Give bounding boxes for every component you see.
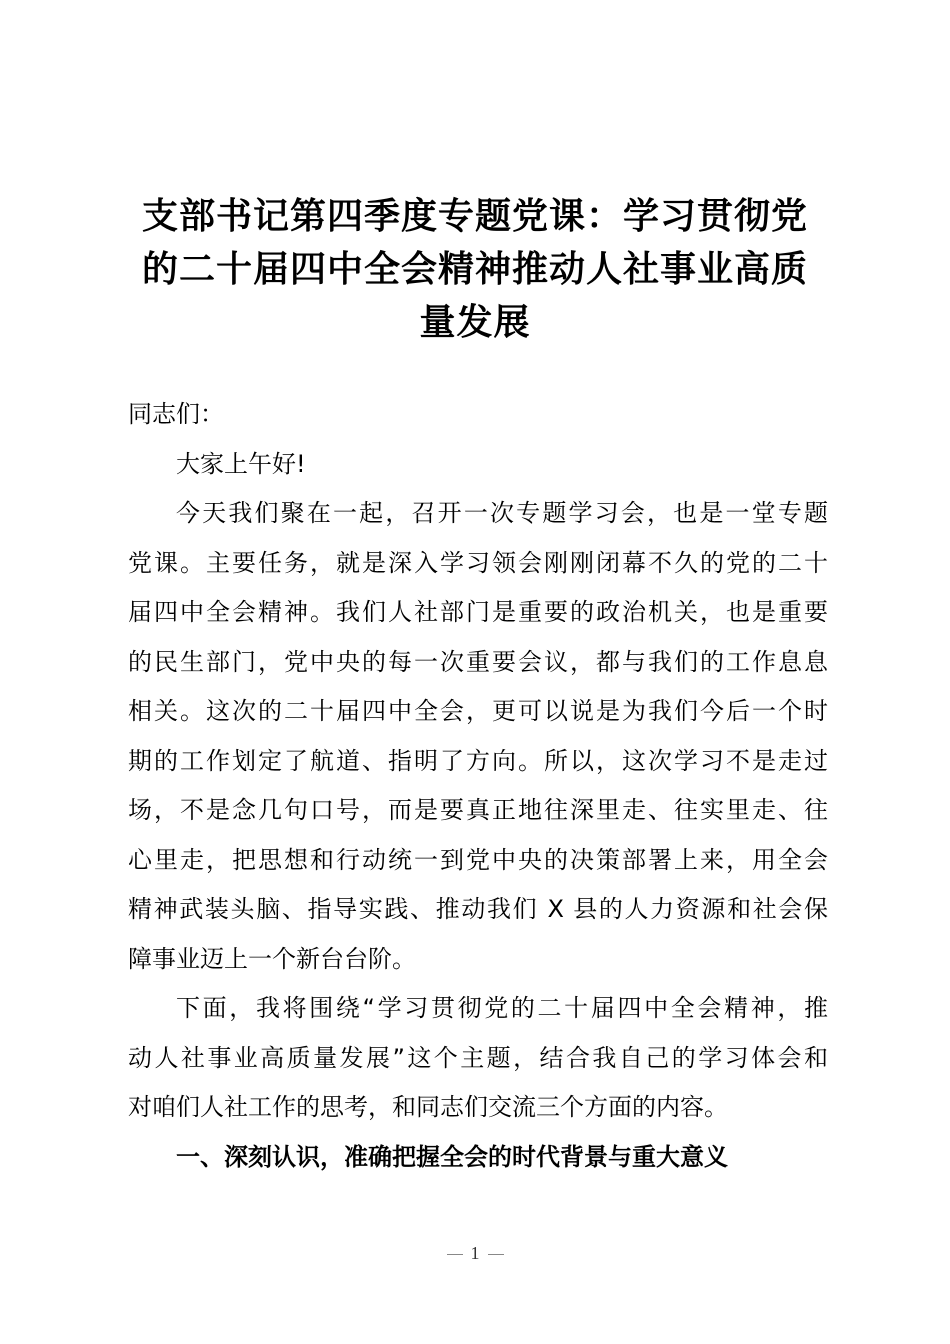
paragraph-line: 场，不是念几句口号，而是要真正地往深里走、往实里走、往: [128, 796, 828, 824]
greeting: 大家上午好!: [176, 449, 306, 478]
title-line: 量发展: [419, 302, 531, 343]
paragraph-line: 今天我们聚在一起，召开一次专题学习会，也是一堂专题: [176, 499, 828, 527]
page-footer: [0, 1243, 950, 1264]
paragraph-line: 期的工作划定了航道、指明了方向。所以，这次学习不是走过: [128, 746, 828, 775]
paragraph-line: 相关。这次的二十届四中全会，更可以说是为我们今后一个时: [128, 697, 828, 725]
paragraph-line: 届四中全会精神。我们人社部门是重要的政治机关，也是重要: [128, 598, 828, 626]
paragraph-line: 心里走，把思想和行动统一到党中央的决策部署上来，用全会: [128, 845, 828, 874]
document-title: [120, 190, 830, 349]
salutation: 同志们：: [128, 400, 224, 428]
paragraph-line: 精神武装头脑、指导实践、推动我们 X 县的人力资源和社会保: [128, 895, 828, 923]
paragraph-line: 的民生部门，党中央的每一次重要会议，都与我们的工作息息: [128, 647, 828, 676]
dash-left: [447, 1254, 463, 1255]
paragraph-line: 动人社事业高质量发展”这个主题，结合我自己的学习体会和: [128, 1043, 828, 1072]
title-line: 支部书记第四季度专题党课：学习贯彻党: [141, 196, 808, 237]
paragraph-line: 下面，我将围绕“学习贯彻党的二十届四中全会精神，推: [176, 994, 828, 1022]
title-line: 的二十届四中全会精神推动人社事业高质: [141, 249, 808, 290]
dash-right: [488, 1254, 504, 1255]
page-number: 1: [470, 1243, 480, 1263]
document-body: [128, 390, 828, 1182]
paragraph-line: 障事业迈上一个新台台阶。: [128, 944, 416, 973]
paragraph-line: 党课。主要任务，就是深入学习领会刚刚闭幕不久的党的二十: [128, 548, 828, 577]
paragraph-line: 对咱们人社工作的思考，和同志们交流三个方面的内容。: [128, 1093, 728, 1121]
section-heading: 一、深刻认识，准确把握全会的时代背景与重大意义: [176, 1142, 728, 1171]
